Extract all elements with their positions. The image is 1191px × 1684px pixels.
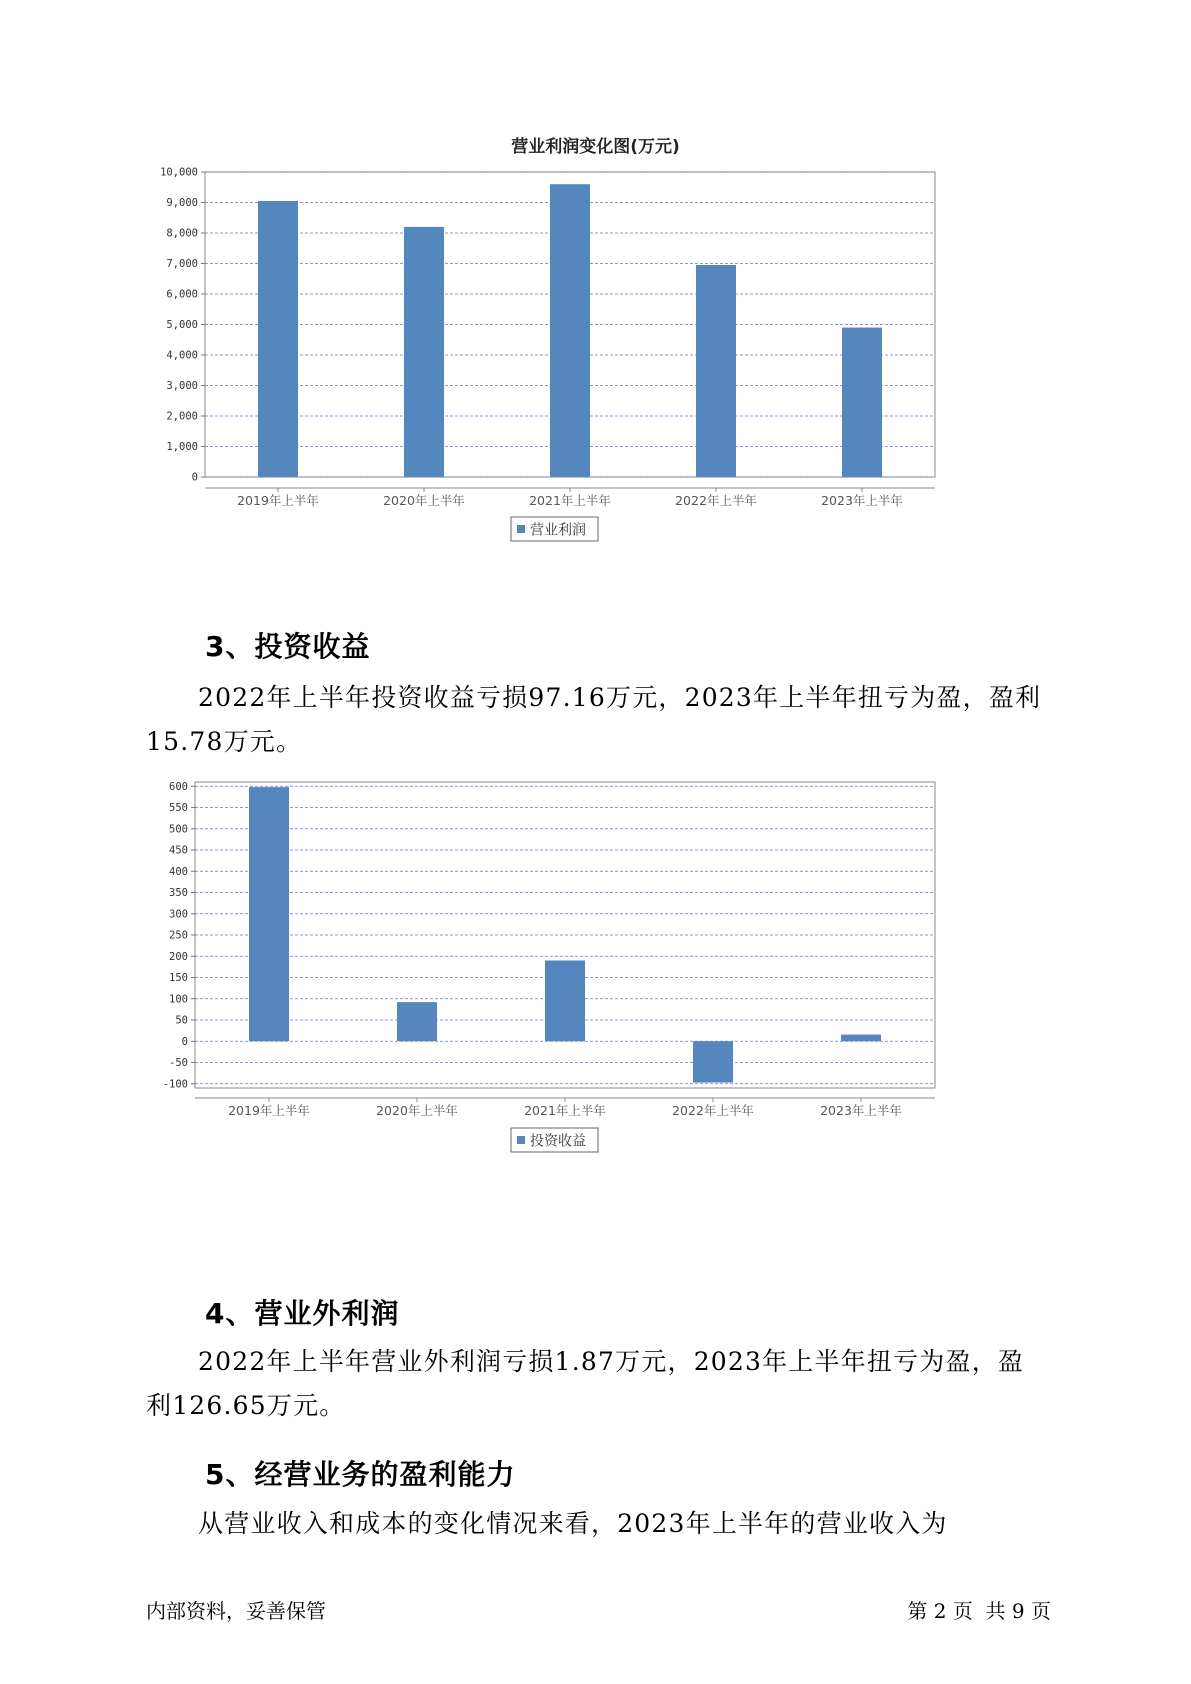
y-tick-label: 100 bbox=[169, 993, 188, 1006]
bar-5 bbox=[842, 328, 882, 477]
paragraph-line: 从营业收入和成本的变化情况来看，2023年上半年的营业收入为 bbox=[198, 1509, 948, 1538]
chart1-title: 营业利润变化图(万元) bbox=[511, 137, 680, 157]
legend-swatch bbox=[517, 525, 525, 533]
y-tick-label: 5,000 bbox=[166, 319, 198, 331]
x-tick-label: 2019年上半年 bbox=[228, 1103, 310, 1118]
x-tick-label: 2021年上半年 bbox=[529, 493, 611, 508]
x-tick-label: 2020年上半年 bbox=[376, 1103, 458, 1118]
bar-2 bbox=[397, 1002, 437, 1041]
paragraph-line: 15.78万元。 bbox=[146, 727, 303, 756]
x-tick-label: 2022年上半年 bbox=[672, 1103, 754, 1118]
heading-operating-profitability: 5、经营业务的盈利能力 bbox=[205, 1458, 516, 1491]
y-tick-label: 2,000 bbox=[166, 410, 198, 423]
paragraph-operating-profitability bbox=[146, 1502, 1052, 1546]
y-tick-label: 550 bbox=[169, 802, 188, 814]
y-tick-label: 400 bbox=[169, 865, 188, 878]
y-tick-label: 300 bbox=[169, 908, 188, 921]
y-tick-label: 3,000 bbox=[166, 380, 198, 392]
footer-confidential-note: 内部资料，妥善保管 bbox=[146, 1599, 326, 1623]
chart2-investment-income bbox=[0, 780, 1191, 1260]
chart1-operating-profit bbox=[0, 160, 1191, 590]
footer-page-number: 第 2 页 共 9 页 bbox=[907, 1599, 1051, 1623]
x-tick-label: 2023年上半年 bbox=[821, 493, 903, 508]
y-tick-label: 0 bbox=[191, 471, 198, 484]
bar-4 bbox=[693, 1041, 733, 1082]
paragraph-line: 利126.65万元。 bbox=[146, 1391, 346, 1420]
bar-5 bbox=[841, 1035, 881, 1042]
bar-1 bbox=[249, 787, 289, 1041]
bar-3 bbox=[550, 184, 590, 477]
legend-label: 营业利润 bbox=[530, 522, 586, 539]
y-tick-label: 50 bbox=[175, 1014, 188, 1027]
y-tick-label: 7,000 bbox=[166, 258, 198, 270]
y-tick-label: 9,000 bbox=[166, 197, 198, 209]
paragraph-investment-income bbox=[146, 676, 1052, 764]
y-tick-label: 600 bbox=[169, 780, 188, 793]
heading-investment-income: 3、投资收益 bbox=[205, 630, 371, 663]
bar-3 bbox=[545, 961, 585, 1042]
y-tick-label: 150 bbox=[169, 972, 188, 984]
y-tick-label: 450 bbox=[169, 844, 188, 857]
paragraph-non-operating-profit bbox=[146, 1340, 1052, 1428]
y-tick-label: 200 bbox=[169, 950, 188, 963]
paragraph-line: 2022年上半年营业外利润亏损1.87万元，2023年上半年扭亏为盈，盈 bbox=[198, 1347, 1025, 1376]
x-tick-label: 2021年上半年 bbox=[524, 1103, 606, 1118]
y-tick-label: 10,000 bbox=[160, 166, 198, 179]
x-tick-label: 2020年上半年 bbox=[383, 493, 465, 508]
bar-2 bbox=[404, 227, 444, 477]
legend-swatch bbox=[517, 1136, 525, 1144]
x-tick-label: 2019年上半年 bbox=[237, 493, 319, 508]
y-tick-label: 4,000 bbox=[166, 349, 198, 362]
bar-4 bbox=[696, 265, 736, 477]
y-tick-label: 1,000 bbox=[166, 441, 198, 453]
x-tick-label: 2023年上半年 bbox=[820, 1103, 902, 1118]
y-tick-label: 6,000 bbox=[166, 288, 198, 301]
y-tick-label: 8,000 bbox=[166, 227, 198, 240]
y-tick-label: -50 bbox=[169, 1057, 188, 1069]
y-tick-label: 500 bbox=[169, 823, 188, 836]
legend-label: 投资收益 bbox=[530, 1133, 586, 1150]
y-tick-label: -100 bbox=[162, 1078, 188, 1091]
y-tick-label: 0 bbox=[181, 1035, 188, 1048]
x-tick-label: 2022年上半年 bbox=[675, 493, 757, 508]
heading-non-operating-profit: 4、营业外利润 bbox=[205, 1297, 400, 1330]
y-tick-label: 250 bbox=[169, 929, 188, 942]
paragraph-line: 2022年上半年投资收益亏损97.16万元，2023年上半年扭亏为盈，盈利 bbox=[198, 683, 1042, 712]
bar-1 bbox=[258, 201, 298, 477]
y-tick-label: 350 bbox=[169, 887, 188, 899]
